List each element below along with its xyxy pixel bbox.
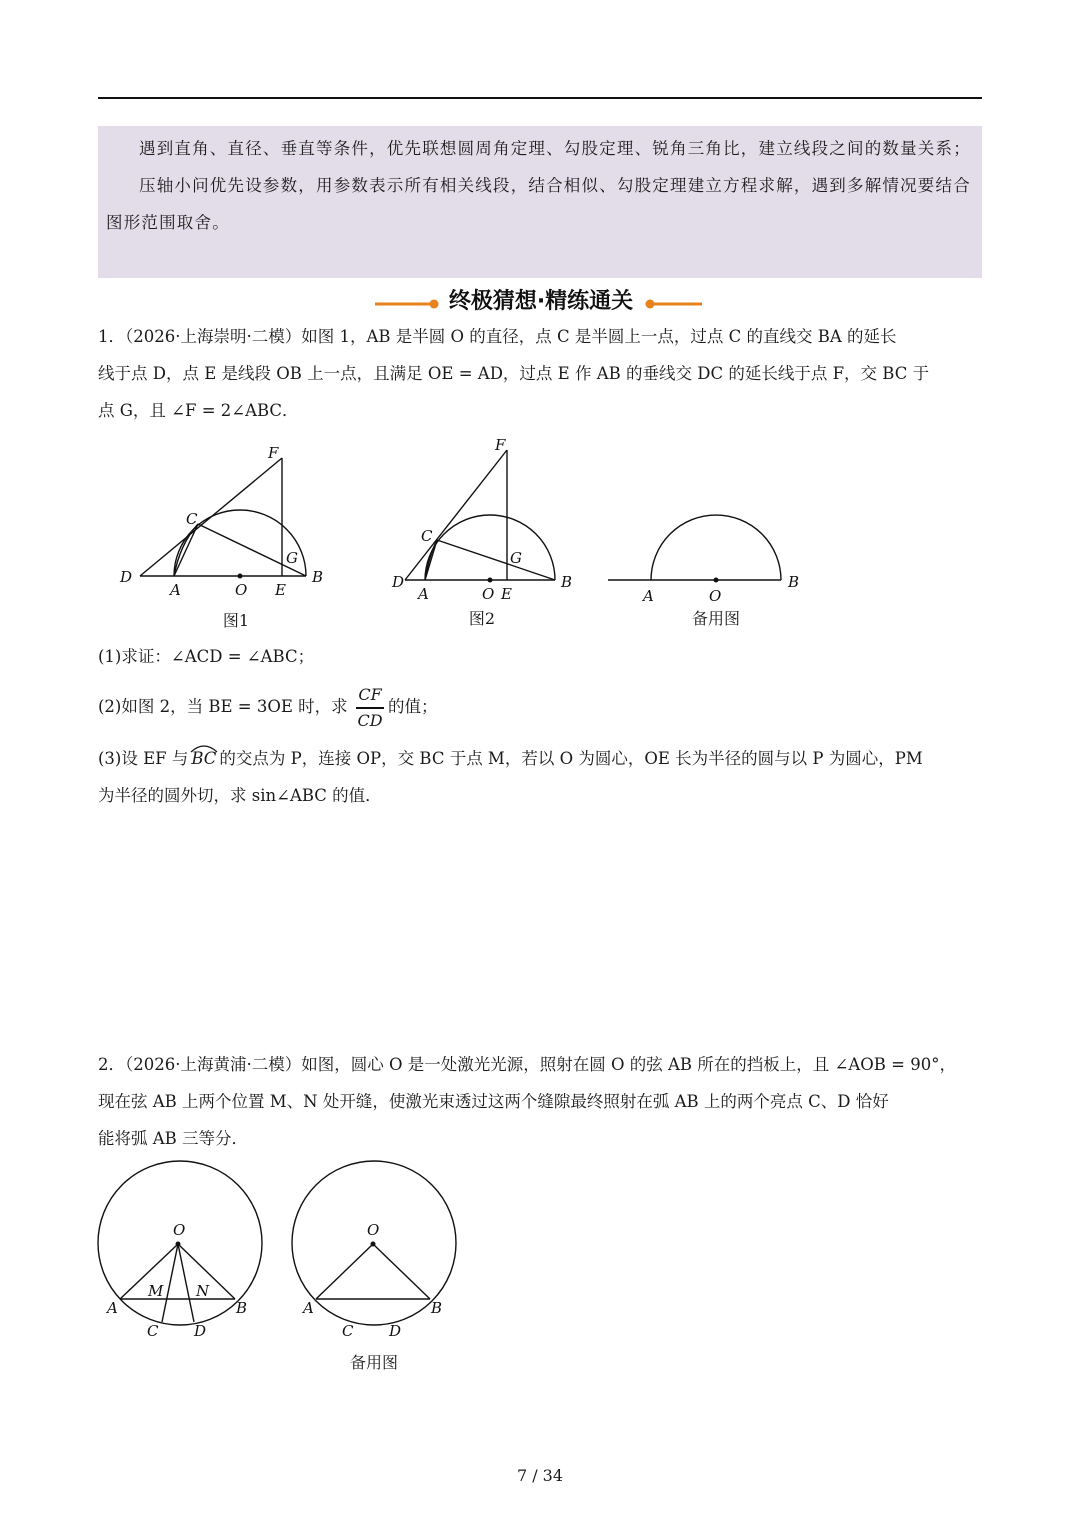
label-O: O: [482, 585, 495, 603]
label-D: D: [194, 1322, 207, 1340]
arc-mark-icon: [190, 743, 218, 753]
label-E: E: [501, 585, 512, 603]
label-O: O: [173, 1221, 186, 1239]
label-O: O: [367, 1221, 380, 1239]
arc-BC-label: BC: [191, 749, 217, 768]
label-D: D: [120, 568, 133, 586]
problem1-figure-2: [385, 430, 585, 610]
line-CB: [437, 540, 555, 580]
label-B: B: [561, 573, 573, 591]
arc-BC-symbol: [191, 749, 216, 768]
label-A: A: [418, 585, 429, 603]
label-C: C: [421, 527, 433, 545]
label-D: D: [392, 573, 405, 591]
label-C: C: [186, 510, 198, 528]
label-A: A: [643, 587, 654, 605]
point-O: [488, 578, 493, 583]
question2-suffix: 的值；: [388, 697, 438, 716]
problem2-statement: [98, 1046, 982, 1157]
label-B: B: [312, 568, 324, 586]
question1-text: (1)求证：∠ACD = ∠ABC；: [98, 647, 315, 666]
header-rule: [98, 97, 982, 99]
page-number: 7 / 34: [516, 1466, 564, 1485]
problem1-line3: 点 G，且 ∠F = 2∠ABC．: [98, 401, 299, 420]
label-O: O: [235, 581, 248, 599]
point-O: [176, 1242, 181, 1247]
tip-paragraph-1: 遇到直角、直径、垂直等条件，优先联想圆周角定理、勾股定理、锐角三角比，建立线段之间的数量关系；: [139, 139, 971, 158]
point-O: [371, 1242, 376, 1247]
ray-OC: [162, 1244, 178, 1322]
problem1-question1: [98, 638, 982, 675]
problem1-line2: 线于点 D，点 E 是线段 OB 上一点，且满足 OE = AD，过点 E 作 AB 的垂线交 DC 的延长线于点 F，交 BC 于: [98, 364, 930, 383]
question3-text-b: 的交点为 P，连接 OP，交 BC 于点 M，若以 O 为圆心，OE 长为半径的圆与以 P 为圆心，PM: [219, 749, 923, 768]
problem1-statement: [98, 318, 982, 429]
section-title: 终极猜想·精练通关: [448, 289, 634, 314]
label-F: F: [268, 444, 279, 462]
fraction-CF-CD: [355, 683, 385, 733]
label-M: M: [148, 1282, 164, 1300]
fig1-caption: 图1: [222, 611, 250, 630]
label-C: C: [342, 1322, 354, 1340]
label-O: O: [709, 587, 722, 605]
problem2-line2: 现在弦 AB 上两个位置 M、N 处开缝，使激光束透过这两个缝隙最终照射在弧 AB 上的两个亮点 C、D 恰好: [98, 1092, 889, 1111]
fig2-caption: 图2: [468, 609, 496, 628]
problem2-line3: 能将弧 AB 三等分．: [98, 1129, 249, 1148]
question3-line2: 为半径的圆外切，求 sin∠ABC 的值．: [98, 786, 382, 805]
problem1-backup-figure: [600, 500, 820, 610]
point-O: [238, 574, 243, 579]
backup-figure-caption: 备用图: [691, 609, 740, 628]
fraction-denominator: CD: [357, 710, 383, 730]
fraction-numerator: CF: [358, 685, 382, 704]
label-B: B: [431, 1299, 443, 1317]
problem2-figure: [96, 1160, 266, 1345]
label-N: N: [196, 1282, 210, 1300]
label-B: B: [788, 573, 800, 591]
question2-prefix: (2)如图 2，当 BE = 3OE 时，求: [98, 697, 348, 716]
problem2-backup-caption: 备用图: [349, 1353, 398, 1372]
label-A: A: [107, 1299, 118, 1317]
question3-line1: [98, 740, 982, 777]
label-G: G: [510, 549, 522, 567]
problem1-figure-1: [110, 436, 340, 606]
label-A: A: [170, 581, 181, 599]
tip-paragraph-2: 压轴小问优先设参数，用参数表示所有相关线段，结合相似、勾股定理建立方程求解，遇到多解情况要结合图形范围取舍。: [106, 176, 971, 232]
question3-text-a: (3)设 EF 与: [98, 749, 189, 768]
tip-box: [98, 126, 982, 278]
semicircle-arc: [651, 515, 781, 580]
line-AC: [174, 524, 198, 576]
label-A: A: [303, 1299, 314, 1317]
line-DF: [140, 458, 282, 576]
line-OB: [373, 1244, 430, 1299]
semicircle-arc: [425, 515, 555, 580]
problem1-question3: [98, 740, 982, 814]
line-OA: [316, 1244, 373, 1299]
problem2-backup-figure: [290, 1160, 460, 1345]
point-O: [714, 578, 719, 583]
label-D: D: [389, 1322, 402, 1340]
label-F: F: [495, 436, 506, 454]
label-C: C: [147, 1322, 159, 1340]
label-E: E: [275, 581, 286, 599]
problem1-line1: 1．（2026·上海崇明·二模）如图 1，AB 是半圆 O 的直径，点 C 是半圆上一点，过点 C 的直线交 BA 的延长: [98, 327, 897, 346]
label-B: B: [236, 1299, 248, 1317]
label-G: G: [286, 549, 298, 567]
ray-OD: [178, 1244, 194, 1322]
problem2-line1: 2．（2026·上海黄浦·二模）如图，圆心 O 是一处激光光源，照射在圆 O 的弦 AB 所在的挡板上，且 ∠AOB = 90°，: [98, 1055, 956, 1074]
